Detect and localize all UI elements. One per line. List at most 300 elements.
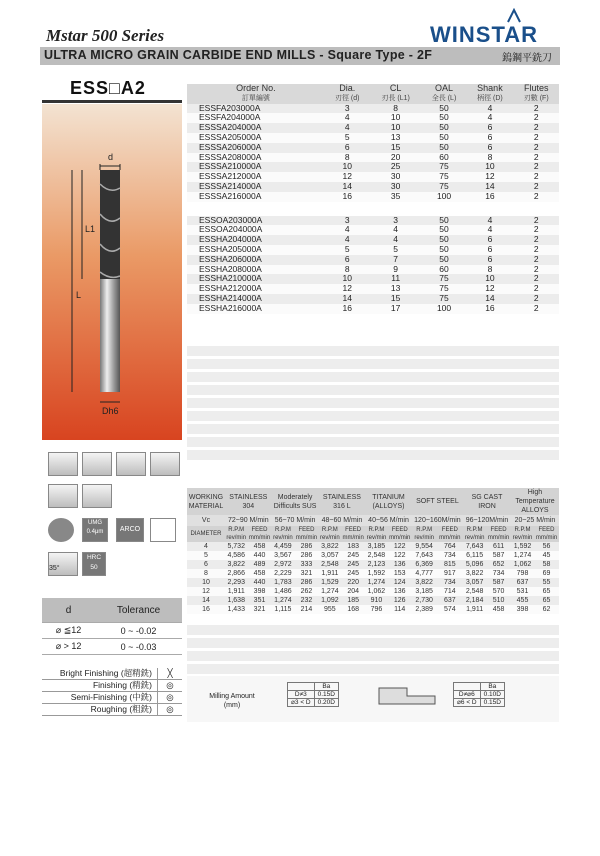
table-cell: 10	[370, 113, 422, 123]
milling-amount-panel	[187, 676, 559, 722]
table-cell: 734	[486, 569, 511, 578]
table-cell: 6	[466, 235, 513, 245]
col-dia: Dia.	[325, 84, 370, 94]
table-cell: 2,548	[319, 560, 341, 569]
material-header: STAINLESS 304	[225, 488, 272, 515]
table-cell: 50	[422, 143, 467, 153]
slotting-icon	[82, 452, 112, 476]
table-cell: 4	[466, 216, 513, 226]
table-cell: 2,730	[412, 596, 437, 605]
table-cell: 3	[325, 104, 370, 114]
table-cell: 2,184	[463, 596, 486, 605]
dim-l1-label: L1	[85, 224, 96, 234]
step-milling-icon	[82, 484, 112, 508]
table-cell: 321	[294, 569, 318, 578]
dim-dh6-label: Dh6	[102, 406, 119, 416]
table-cell: 815	[437, 560, 463, 569]
table-cell: 185	[341, 596, 365, 605]
table-cell: 65	[534, 587, 559, 596]
table-row	[187, 596, 559, 605]
table-cell: 3,185	[365, 542, 387, 551]
table-cell: 11	[370, 274, 422, 284]
table-cell: 50	[422, 113, 467, 123]
table-cell: 16	[325, 192, 370, 202]
table-cell: ESSSA205000A	[187, 133, 325, 143]
table-cell: 2,548	[463, 587, 486, 596]
table-cell: 4	[466, 104, 513, 114]
double-circle-icon: ◎	[157, 704, 182, 715]
table-cell: ESSHA208000A	[187, 265, 325, 275]
table-cell: 50	[422, 255, 467, 265]
table-cell: 12	[325, 172, 370, 182]
table-cell: 4,586	[225, 551, 247, 560]
table-cell: 75	[422, 172, 467, 182]
table-cell: 65	[534, 596, 559, 605]
table-cell: 220	[341, 578, 365, 587]
table-cell: 12	[466, 172, 513, 182]
table-cell: 245	[341, 560, 365, 569]
table-cell: 6	[466, 245, 513, 255]
table-cell: 587	[486, 578, 511, 587]
table-row	[187, 560, 559, 569]
table-cell: 2	[513, 192, 559, 202]
table-cell: 5	[187, 551, 225, 560]
table-cell: 2	[513, 265, 559, 275]
table-cell: ESSSA204000A	[187, 123, 325, 133]
table-cell: 7,643	[412, 551, 437, 560]
table-cell: 55	[534, 578, 559, 587]
blank-stripes-2	[187, 625, 559, 677]
table-row	[187, 304, 559, 314]
col-flutes: Flutes	[513, 84, 559, 94]
finishing-row: Roughing (粗銑) ◎	[42, 704, 182, 716]
table-row	[187, 569, 559, 578]
table-cell: 1,911	[319, 569, 341, 578]
flute-cross-section-icon	[48, 518, 74, 542]
table-cell: 122	[388, 542, 412, 551]
table-cell: 2,866	[225, 569, 247, 578]
table-cell: 1,115	[272, 605, 295, 614]
table-cell: 2,972	[272, 560, 295, 569]
table-cell: 351	[247, 596, 271, 605]
table-cell: 764	[437, 542, 463, 551]
table-cell: 8	[466, 265, 513, 275]
feed-label: FEED mm/min	[295, 527, 318, 541]
table-cell: 1,638	[225, 596, 247, 605]
table-cell: 5,096	[463, 560, 486, 569]
table-cell: 6,369	[412, 560, 437, 569]
table-cell: 183	[341, 542, 365, 551]
table-row	[187, 587, 559, 596]
table-cell: 4,459	[272, 542, 295, 551]
table-cell: 1,274	[511, 551, 534, 560]
helix-edge-icon	[150, 518, 176, 542]
table-cell: ESSFA204000A	[187, 113, 325, 123]
vc-value: 72~90 M/min	[225, 515, 272, 526]
spec-group-2	[187, 216, 559, 314]
cutting-conditions-table	[187, 488, 559, 614]
vc-value: 20~25 M/min	[511, 515, 559, 526]
table-cell: ESSHA214000A	[187, 294, 325, 304]
table-cell: 6	[466, 133, 513, 143]
feed-label: FEED mm/min	[487, 527, 510, 541]
table-cell: 62	[534, 605, 559, 614]
table-cell: 2	[513, 225, 559, 235]
table-cell: ESSSA210000A	[187, 162, 325, 172]
series-title: Mstar 500 Series	[46, 26, 165, 45]
table-cell: 8	[370, 104, 422, 114]
table-cell: 8	[187, 569, 225, 578]
table-cell: 440	[247, 578, 271, 587]
page-title-zh: 鎢鋼平銑刀	[502, 53, 552, 64]
table-cell: 321	[247, 605, 271, 614]
table-cell: 3,057	[463, 578, 486, 587]
table-cell: 570	[486, 587, 511, 596]
table-cell: 398	[247, 587, 271, 596]
table-cell: 1,274	[272, 596, 295, 605]
table-cell: 245	[341, 569, 365, 578]
spec-group-1	[187, 104, 559, 202]
table-cell: 16	[325, 304, 370, 314]
double-circle-icon: ◎	[157, 692, 182, 703]
table-cell: 6	[466, 255, 513, 265]
table-cell: 15	[370, 143, 422, 153]
feed-label: FEED mm/min	[437, 526, 463, 542]
finishing-row: Finishing (精銑) ◎	[42, 680, 182, 692]
milling-table-2: Ba D≠⌀6 0.10D ⌀6 < D 0.15D	[453, 682, 505, 707]
table-cell: 14	[466, 182, 513, 192]
cross-icon: ╳	[157, 668, 182, 679]
table-cell: 12	[466, 284, 513, 294]
table-cell: 60	[422, 265, 467, 275]
table-cell: 3,822	[319, 542, 341, 551]
table-cell: 1,911	[225, 587, 247, 596]
table-cell: 245	[341, 551, 365, 560]
table-cell: 204	[341, 587, 365, 596]
table-cell: 4	[325, 225, 370, 235]
table-cell: 9,554	[412, 542, 437, 551]
table-cell: 734	[437, 578, 463, 587]
table-cell: ESSHA212000A	[187, 284, 325, 294]
table-cell: 75	[422, 162, 467, 172]
table-cell: 35	[370, 192, 422, 202]
table-cell: 45	[534, 551, 559, 560]
material-header: Moderately Difficults SUS	[272, 488, 319, 515]
table-cell: 2	[513, 113, 559, 123]
table-cell: 510	[486, 596, 511, 605]
tol-header-d: d	[42, 598, 95, 623]
pocket-milling-icon	[116, 452, 146, 476]
table-cell: 10	[325, 274, 370, 284]
table-cell: ESSSA208000A	[187, 153, 325, 163]
table-cell: 286	[294, 542, 318, 551]
table-cell: 6	[466, 143, 513, 153]
table-cell: 458	[247, 569, 271, 578]
table-cell: 917	[437, 569, 463, 578]
table-cell: 1,092	[319, 596, 341, 605]
table-cell: 637	[437, 596, 463, 605]
hrc-badge: HRC 50	[82, 552, 106, 576]
table-cell: 2	[513, 172, 559, 182]
side-milling-icon	[48, 452, 78, 476]
table-cell: 5,732	[225, 542, 247, 551]
table-cell: 12	[187, 587, 225, 596]
table-cell: ESSOA203000A	[187, 216, 325, 226]
table-cell: 1,062	[511, 560, 534, 569]
table-cell: 58	[534, 560, 559, 569]
rpm-label: R.P.M rev/min	[320, 527, 340, 541]
page-title: ULTRA MICRO GRAIN CARBIDE END MILLS - Square Type - 2F	[44, 48, 433, 62]
tol-d-2: ⌀ > 12	[42, 639, 95, 655]
feed-label: FEED mm/min	[535, 527, 558, 541]
table-cell: ESSHA204000A	[187, 235, 325, 245]
vc-value: 48~60 M/min	[319, 515, 366, 526]
material-header: High Temperature ALLOYS	[511, 488, 559, 515]
table-cell: 2	[513, 162, 559, 172]
feed-label: FEED mm/min	[342, 527, 364, 541]
table-cell: 2	[513, 284, 559, 294]
table-row	[187, 605, 559, 614]
table-cell: 16	[187, 605, 225, 614]
table-cell: 3,822	[463, 569, 486, 578]
table-cell: 2	[513, 235, 559, 245]
table-cell: 15	[370, 294, 422, 304]
table-cell: 8	[466, 153, 513, 163]
table-cell: 4	[370, 225, 422, 235]
table-cell: 75	[422, 284, 467, 294]
table-cell: 13	[370, 284, 422, 294]
table-cell: 10	[466, 274, 513, 284]
table-cell: 8	[325, 265, 370, 275]
table-cell: 6,115	[463, 551, 486, 560]
table-cell: ESSHA216000A	[187, 304, 325, 314]
table-cell: 2	[513, 304, 559, 314]
diameter-label: DIAMETER	[187, 526, 225, 542]
table-cell: 2,123	[365, 560, 387, 569]
tool-drawing-panel	[42, 104, 182, 440]
material-header: SOFT STEEL	[412, 488, 463, 515]
table-cell: 333	[294, 560, 318, 569]
table-cell: ESSHA205000A	[187, 245, 325, 255]
table-cell: 2	[513, 216, 559, 226]
shoulder-milling-icon	[48, 484, 78, 508]
table-cell: 1,274	[365, 578, 387, 587]
col-shank-zh: 柄徑 (D)	[466, 94, 513, 104]
material-header: STAINLESS 316 L	[319, 488, 366, 515]
table-cell: 489	[247, 560, 271, 569]
vc-value: 40~56 M/min	[365, 515, 412, 526]
table-cell: 4,777	[412, 569, 437, 578]
table-cell: 14	[325, 294, 370, 304]
table-cell: 9	[370, 265, 422, 275]
table-cell: 611	[486, 542, 511, 551]
table-cell: 1,062	[365, 587, 387, 596]
table-cell: 25	[370, 162, 422, 172]
table-cell: 10	[325, 162, 370, 172]
table-cell: 2,293	[225, 578, 247, 587]
arco-badge: ARCO	[116, 518, 144, 542]
spec-table	[187, 84, 559, 314]
umg-badge: UMG 0.4μm	[82, 518, 108, 542]
table-cell: 50	[422, 104, 467, 114]
tol-val-1: 0 ~ -0.02	[95, 623, 182, 639]
table-cell: 14	[187, 596, 225, 605]
finishing-row: Bright Finishing (超精銑) ╳	[42, 668, 182, 680]
table-cell: 398	[511, 605, 534, 614]
table-cell: 136	[388, 587, 412, 596]
table-cell: 75	[422, 294, 467, 304]
table-cell: 910	[365, 596, 387, 605]
table-cell: 13	[370, 133, 422, 143]
dim-l-label: L	[76, 290, 82, 300]
table-cell: 6	[187, 560, 225, 569]
table-cell: 50	[422, 216, 467, 226]
table-cell: 458	[247, 542, 271, 551]
table-cell: 5	[325, 245, 370, 255]
dim-d-label: d	[108, 152, 114, 162]
table-cell: 232	[294, 596, 318, 605]
table-cell: ESSSA214000A	[187, 182, 325, 192]
tolerance-table	[42, 598, 182, 655]
table-cell: 4	[466, 113, 513, 123]
table-cell: 1,433	[225, 605, 247, 614]
table-cell: 2	[513, 182, 559, 192]
face-milling-icon	[150, 452, 180, 476]
rpm-label: R.P.M rev/min	[366, 527, 387, 541]
table-cell: 10	[466, 162, 513, 172]
col-dia-zh: 刃徑 (d)	[325, 94, 370, 104]
col-shank: Shank	[466, 84, 513, 94]
table-cell: 20	[370, 153, 422, 163]
col-cl: CL	[370, 84, 422, 94]
winstar-logo	[430, 8, 554, 48]
finishing-row: Semi-Finishing (中銑) ◎	[42, 692, 182, 704]
table-cell: 2,229	[272, 569, 295, 578]
table-cell: 69	[534, 569, 559, 578]
rpm-label: R.P.M rev/min	[464, 527, 485, 541]
vc-label: Vc	[187, 515, 225, 526]
table-cell: 714	[437, 587, 463, 596]
milling-table-1: Ba D≠3 0.15D ⌀3 < D 0.20D	[287, 682, 339, 707]
table-cell: 17	[370, 304, 422, 314]
table-cell: 6	[325, 255, 370, 265]
table-cell: 136	[388, 560, 412, 569]
table-cell: 50	[422, 245, 467, 255]
table-cell: 50	[422, 235, 467, 245]
table-cell: 3,822	[412, 578, 437, 587]
table-cell: 286	[294, 578, 318, 587]
col-oal-zh: 全長 (L)	[422, 94, 467, 104]
table-cell: 3	[370, 216, 422, 226]
table-cell: 734	[437, 551, 463, 560]
table-cell: 16	[466, 304, 513, 314]
table-cell: 3	[325, 216, 370, 226]
table-cell: 2	[513, 153, 559, 163]
table-cell: 7	[370, 255, 422, 265]
table-cell: ESSSA216000A	[187, 192, 325, 202]
table-cell: 574	[437, 605, 463, 614]
table-cell: 3,822	[225, 560, 247, 569]
table-cell: 587	[486, 551, 511, 560]
table-cell: 955	[319, 605, 341, 614]
table-cell: 126	[388, 596, 412, 605]
table-cell: 100	[422, 192, 467, 202]
table-cell: ESSOA204000A	[187, 225, 325, 235]
table-cell: 5	[325, 133, 370, 143]
milling-diagram-icon	[377, 684, 437, 708]
table-cell: 3,057	[319, 551, 341, 560]
product-code: ESS□A2	[70, 78, 146, 98]
table-row	[187, 578, 559, 587]
table-cell: 4	[466, 225, 513, 235]
table-cell: 458	[486, 605, 511, 614]
table-cell: 30	[370, 172, 422, 182]
table-cell: 5	[370, 245, 422, 255]
table-cell: 6	[466, 123, 513, 133]
col-oal: OAL	[422, 84, 467, 94]
table-cell: 4	[325, 235, 370, 245]
table-cell: 1,592	[511, 542, 534, 551]
table-cell: 168	[341, 605, 365, 614]
vc-value: 56~70 M/min	[272, 515, 319, 526]
logo-text: WINSTAR	[430, 22, 539, 47]
title-banner	[40, 47, 560, 65]
table-cell: 100	[422, 304, 467, 314]
helix-angle-icon: 35°	[48, 552, 78, 576]
table-cell: 2	[513, 274, 559, 284]
table-row	[187, 551, 559, 560]
table-cell: 4	[325, 123, 370, 133]
table-cell: 286	[294, 551, 318, 560]
table-cell: 531	[511, 587, 534, 596]
table-cell: 4	[187, 542, 225, 551]
table-cell: 440	[247, 551, 271, 560]
table-cell: 114	[388, 605, 412, 614]
table-cell: 2	[513, 255, 559, 265]
table-cell: 2	[513, 245, 559, 255]
table-cell: 14	[466, 294, 513, 304]
table-cell: 214	[294, 605, 318, 614]
rpm-label: R.P.M rev/min	[226, 527, 247, 541]
table-cell: 637	[511, 578, 534, 587]
table-cell: 2,389	[412, 605, 437, 614]
table-cell: 2	[513, 133, 559, 143]
feed-label: FEED mm/min	[248, 527, 271, 541]
table-cell: 122	[388, 551, 412, 560]
table-cell: 12	[325, 284, 370, 294]
table-cell: 2	[513, 104, 559, 114]
vc-value: 96~120M/min	[463, 515, 511, 526]
table-cell: 7,643	[463, 542, 486, 551]
table-cell: 2	[513, 143, 559, 153]
material-header: TITANIUM (ALLOYS)	[365, 488, 412, 515]
table-cell: ESSHA206000A	[187, 255, 325, 265]
table-cell: 30	[370, 182, 422, 192]
table-cell: 1,529	[319, 578, 341, 587]
table-cell: 10	[370, 123, 422, 133]
table-cell: ESSSA212000A	[187, 172, 325, 182]
tol-header-tolerance: Tolerance	[95, 598, 182, 623]
table-cell: 796	[365, 605, 387, 614]
rpm-label: R.P.M rev/min	[412, 526, 437, 542]
material-header: SG CAST IRON	[463, 488, 511, 515]
table-cell: ESSSA206000A	[187, 143, 325, 153]
rpm-label: R.P.M rev/min	[512, 527, 533, 541]
table-cell: 2	[513, 123, 559, 133]
table-cell: 2,548	[365, 551, 387, 560]
table-cell: 8	[325, 153, 370, 163]
table-cell: 3,567	[272, 551, 295, 560]
